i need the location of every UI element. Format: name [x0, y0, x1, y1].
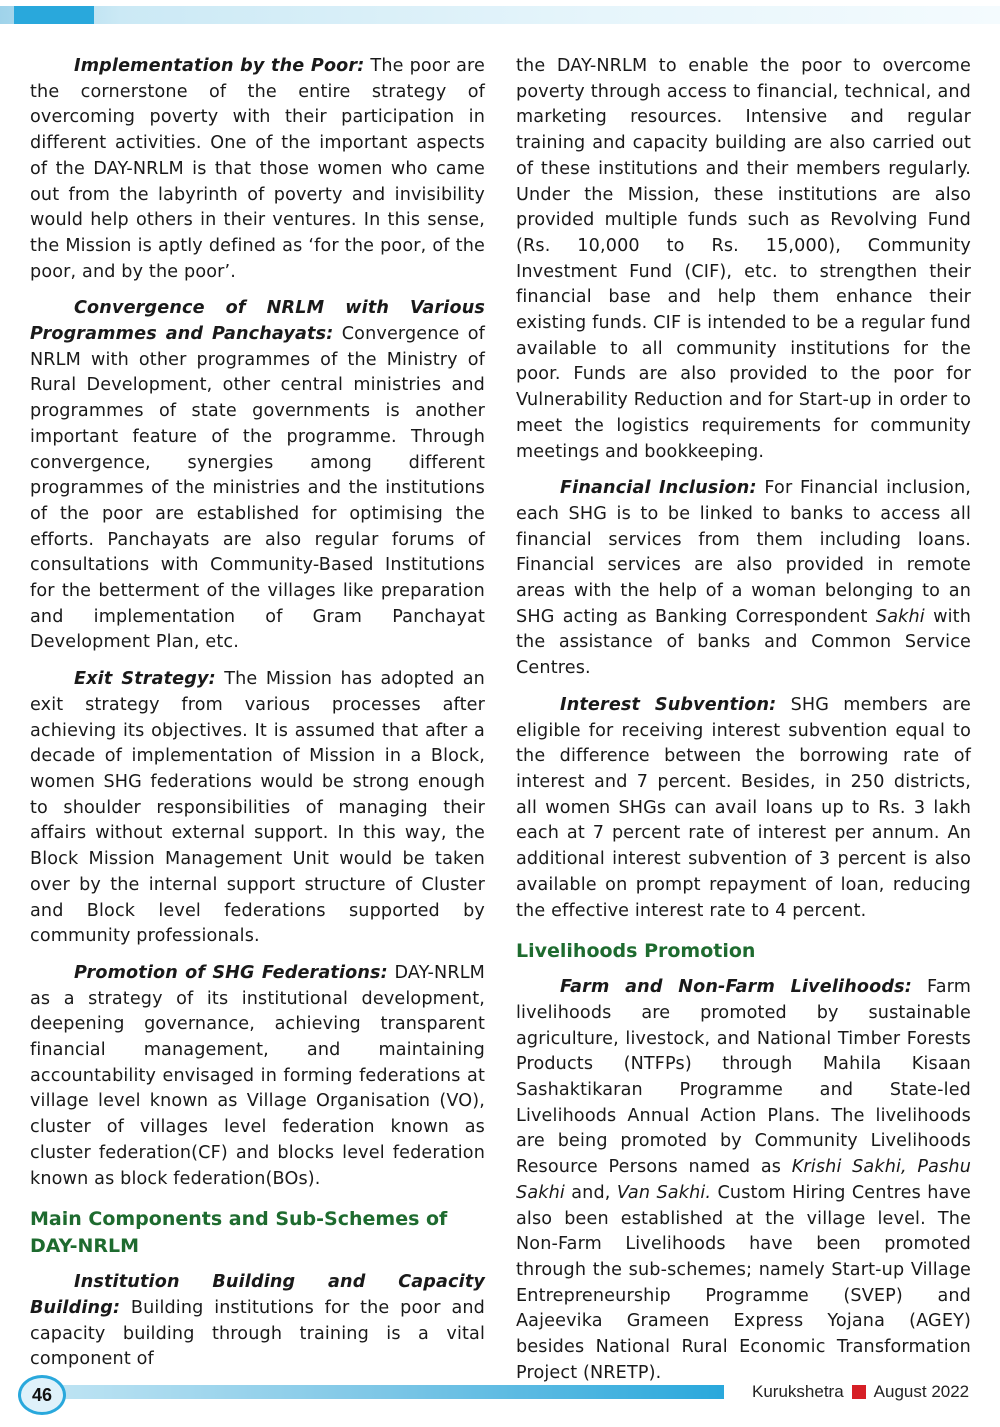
- top-accent-block: [14, 6, 94, 24]
- paragraph-financial-inclusion: [516, 476, 971, 682]
- paragraph-farm-livelihoods: [516, 975, 971, 1386]
- paragraph-text: For Financial inclusion, each SHG is to be linked to banks to access all financial services from them including loans. Financial services are also provided in remote areas with the help of a woman belonging to an SHG acting as Banking Correspondent: [516, 478, 971, 627]
- paragraph-text: Building institutions for the poor and capacity building through training is a vital component of: [30, 1297, 485, 1370]
- paragraph-heading: Institution Building and Capacity Building:: [30, 1272, 485, 1318]
- italic-term: Krishi Sakhi, Pashu Sakhi: [516, 1157, 971, 1203]
- section-heading-livelihoods: Livelihoods Promotion: [516, 940, 756, 963]
- bottom-decorative-bar: [52, 1385, 724, 1399]
- left-column: [30, 54, 485, 1384]
- paragraph-heading: Convergence of NRLM with Various Programmes and Panchayats:: [30, 298, 485, 345]
- paragraph-convergence: [30, 296, 485, 656]
- right-column: [516, 54, 971, 1397]
- paragraph-heading: Implementation by the Poor:: [74, 56, 365, 76]
- paragraph-interest-subvention: [516, 693, 971, 924]
- paragraph-exit-strategy: [30, 667, 485, 950]
- paragraph-text: DAY-NRLM as a strategy of its institutional development, deepening governance, achieving transparent financial management, and maintaining accountability envisaged in forming federations at village level known as Village Organisation (VO), cluster of villages level federation known as cluster federation(CF) and blocks level federation known as block federation(BOs).: [30, 962, 485, 1189]
- paragraph-text: with the assistance of banks and Common Service Centres.: [516, 606, 972, 679]
- page-number-badge: [18, 1375, 66, 1415]
- paragraph-text: SHG members are eligible for receiving interest subvention equal to the difference between the borrowing rate of interest and 7 percent. Besides, in 250 districts, all women SHGs can avail loans up to Rs. 3 lakh each at 7 percent rate of interest per annum. An additional interest subvention of 3 percent is also available on prompt repayment of loan, reducing the effective interest rate to 4 percent.: [516, 694, 971, 921]
- paragraph-text: The Mission has adopted an exit strategy from various processes after achieving its objectives. It is assumed that after a decade of implementation of Mission in a Block, women SHG federations would be strong enough to shoulder responsibilities of managing their affairs without external support. In this way, the Block Mission Management Unit would be taken over by the internal support structure of Cluster and Block level federations supported by community professionals.: [30, 669, 485, 947]
- red-square-icon: [852, 1385, 866, 1399]
- paragraph-heading: Financial Inclusion:: [560, 478, 757, 499]
- paragraph-continuation: [516, 54, 971, 465]
- paragraph-heading: Farm and Non-Farm Livelihoods:: [560, 977, 912, 998]
- paragraph-text: and,: [564, 1182, 617, 1203]
- paragraph-text: The poor are the cornerstone of the entire strategy of overcoming poverty with their participation in different activities. One of the important aspects of the DAY-NRLM is that those women who came out from the labyrinth of poverty and invisibility would help others in their ventures. In this sense, the Mission is aptly defined as ‘for the poor, of the poor, and by the poor’.: [30, 56, 485, 282]
- paragraph-heading: Exit Strategy:: [74, 669, 216, 690]
- paragraph-shg-federations: [30, 961, 485, 1192]
- paragraph-text: Custom Hiring Centres have also been established at the village level. The Non-Farm Livelihoods have been promoted through the sub-schemes; namely Start-up Village Entrepreneurship Programme (SVEP) and Aajeevika Grameen Express Yojana (AGEY) besides National Rural Economic Transformation Project (NRETP).: [516, 1182, 971, 1383]
- italic-term: Van Sakhi.: [616, 1182, 712, 1203]
- paragraph-institution-building: [30, 1270, 485, 1373]
- paragraph-text: Farm livelihoods are promoted by sustainable agriculture, livestock, and National Timber Forests Products (NTFPs) through Mahila Kisaan Sashaktikaran Programme and State-led Livelihoods Annual Action Plans. The livelihoods are being promoted by Community Livelihoods Resource Persons named as: [516, 977, 971, 1178]
- page-number: 46: [31, 1384, 53, 1405]
- paragraph-text: the DAY-NRLM to enable the poor to overcome poverty through access to financial, technical, and marketing resources. Intensive and regular training and capacity building are also carried out of these institutions and their members regularly. Under the Mission, these institutions are also provided multiple funds such as Revolving Fund (Rs. 10,000 to Rs. 15,000), Community Investment Fund (CIF), etc. to strengthen their financial base and help them enhance their existing funds. CIF is intended to be a regular fund available to all community institutions for the poor. Funds are also provided to the poor for Vulnerability Reduction and for Start-up in order to meet the logistics requirements for community meetings and bookkeeping.: [516, 56, 971, 462]
- top-decorative-bar: [0, 6, 1000, 24]
- paragraph-implementation: [30, 54, 485, 285]
- issue-date: August 2022: [873, 1382, 970, 1401]
- footer-credit: [752, 1380, 969, 1404]
- paragraph-heading: Promotion of SHG Federations:: [74, 962, 388, 983]
- italic-term: Sakhi: [875, 606, 925, 627]
- paragraph-heading: Interest Subvention:: [560, 694, 777, 715]
- magazine-name: Kurukshetra: [752, 1382, 844, 1401]
- section-heading-main-components: Main Components and Sub-Schemes of DAY-NRLM: [30, 1208, 448, 1258]
- paragraph-text: Convergence of NRLM with other programmes of the Ministry of Rural Development, other central ministries and programmes of state governments is another important feature of the programme. Through convergence, synergies among different programmes of the ministries and the institutions of the poor are established for optimising the efforts. Panchayats are also regular forums of consultations with Community-Based Institutions for the betterment of the villages like preparation and implementation of Gram Panchayat Development Plan, etc.: [30, 324, 485, 653]
